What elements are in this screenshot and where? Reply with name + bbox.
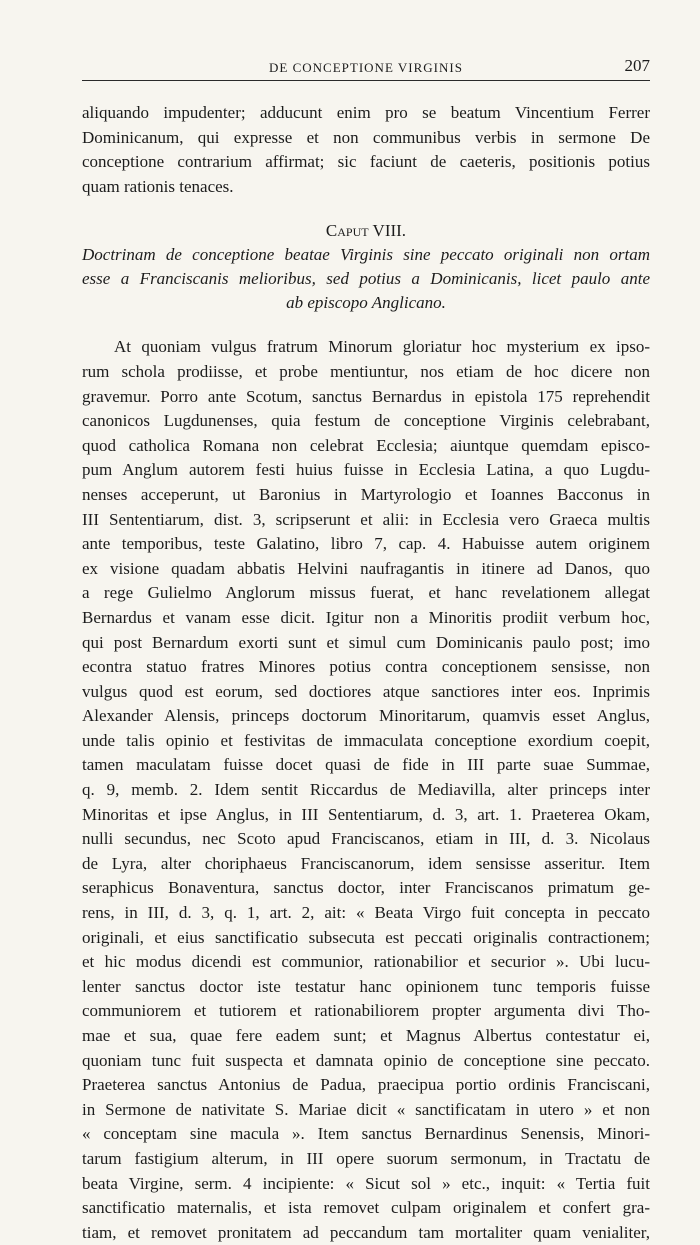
text-line: rum schola prodiisse, et probe mentiuntur, nos etiam de hoc dicere non bbox=[82, 361, 650, 381]
chapter-heading: Caput VIII. bbox=[325, 221, 407, 241]
text-line: ex visione quadam abbatis Helvini naufragantis in itinere ad Danos, quo bbox=[82, 558, 650, 578]
text-line: de Lyra, alter choriphaeus Franciscanorum, idem sensisse asseritur. Item bbox=[82, 853, 650, 873]
text-line: nenses acceperunt, ut Baronius in Martyrologio et Ioannes Bacconus in bbox=[82, 484, 650, 504]
text-line: At quoniam vulgus fratrum Minorum gloriatur hoc mysterium ex ipso- bbox=[114, 337, 650, 357]
text-line: lenter sanctus doctor iste testatur hanc opinionem tunc temporis fuisse bbox=[82, 976, 650, 996]
text-line: qui post Bernardum exorti sunt et simul cum Dominicanis paulo post; imo bbox=[82, 632, 650, 652]
text-line: rens, in III, d. 3, q. 1, art. 2, ait: « Beata Virgo fuit concepta in peccato bbox=[82, 903, 650, 923]
text-line: sanctificatio maternalis, et ista removet culpam originalem et confert gra- bbox=[82, 1198, 650, 1218]
text-line: III Sententiarum, dist. 3, scripserunt et alii: in Ecclesia vero Graeca multis bbox=[82, 509, 650, 529]
text-line: et hic modus dicendi est communior, rationabilior et securior ». Ubi lucu- bbox=[82, 952, 650, 972]
text-line: mae et sua, quae fere eadem sunt; et Magnus Albertus contestatur ei, bbox=[82, 1026, 650, 1045]
running-header bbox=[82, 56, 650, 81]
text-line: canonicos Lugdunenses, quia festum de conceptione Virginis celebrabant, bbox=[82, 411, 650, 431]
text-line: quam rationis tenaces. bbox=[82, 176, 234, 196]
text-line: pum Anglum autorem festi huius fuisse in Ecclesia Latina, a quo Lugdu- bbox=[82, 460, 650, 480]
text-line: tiam, et removet pronitatem ad peccandum tam mortaliter quam venialiter, bbox=[82, 1222, 650, 1242]
running-title: DE CONCEPTIONE VIRGINIS bbox=[269, 60, 463, 75]
text-line: « conceptam sine macula ». Item sanctus Bernardinus Senensis, Minori- bbox=[82, 1124, 650, 1144]
text-line: communiorem et tutiorem et rationabiliorem propter argumenta divi Tho- bbox=[82, 1001, 650, 1021]
text-line: q. 9, memb. 2. Idem sentit Riccardus de Mediavilla, alter princeps inter bbox=[82, 780, 650, 800]
summary-line: Doctrinam de conceptione beatae Virginis sine peccato originali non ortam bbox=[82, 245, 650, 265]
text-line: gravemur. Porro ante Scotum, sanctus Bernardus in epistola 175 reprehendit bbox=[82, 386, 650, 406]
text-line: in Sermone de nativitate S. Mariae dicit « sanctificatam in utero » et non bbox=[82, 1099, 650, 1119]
text-line: econtra statuo fratres Minores potius contra conceptionem sensisse, non bbox=[82, 657, 650, 677]
text-line: originali, et eius sanctificatio subsecuta est peccati originalis contractionem; bbox=[82, 927, 650, 947]
text-line: a rege Gulielmo Anglorum missus fuerat, et hanc revelationem allegat bbox=[82, 583, 650, 603]
text-line: Bernardus et vanam esse dicit. Igitur non a Minoritis prodiit verbum hoc, bbox=[82, 607, 650, 627]
text-line: nulli secundus, nec Scoto apud Franciscanos, etiam in III, d. 3. Nicolaus bbox=[82, 829, 650, 849]
opening-paragraph bbox=[82, 101, 650, 199]
text-line: Praeterea sanctus Antonius de Padua, praecipua portio ordinis Franciscani, bbox=[82, 1075, 650, 1095]
summary-line: esse a Franciscanis melioribus, sed potius a Dominicanis, licet paulo ante bbox=[82, 269, 650, 289]
text-line: vulgus quod est eorum, sed doctiores atque sanctiores inter eos. Inprimis bbox=[82, 681, 650, 701]
text-line: Dominicanum, qui expresse et non communibus verbis in sermone De bbox=[82, 127, 650, 147]
text-line: Minoritas et ipse Anglus, in III Sententiarum, d. 3, art. 1. Praeterea Okam, bbox=[82, 804, 650, 824]
text-line: seraphicus Bonaventura, sanctus doctor, inter Franciscanos primatum ge- bbox=[82, 878, 650, 898]
main-paragraph bbox=[82, 335, 650, 1245]
text-line: tarum fastigium alterum, in III opere suorum sermonum, in Tractatu de bbox=[82, 1148, 650, 1168]
book-page bbox=[82, 56, 650, 1245]
text-line: quod catholica Romana non celebrat Ecclesia; aiuntque quemdam episco- bbox=[82, 435, 650, 455]
text-line: tamen maculatam fuisse docet quasi de fide in III parte suae Summae, bbox=[82, 755, 650, 775]
text-line: aliquando impudenter; adducunt enim pro se beatum Vincentium Ferrer bbox=[82, 103, 650, 122]
text-line: ante temporibus, teste Galatino, libro 7, cap. 4. Habuisse autem originem bbox=[82, 534, 650, 554]
summary-line: ab episcopo Anglicano. bbox=[286, 293, 446, 313]
text-line: conceptione contrarium affirmat; sic faciunt de caeteris, positionis potius bbox=[82, 152, 650, 172]
text-line: beata Virgine, serm. 4 incipiente: « Sicut sol » etc., inquit: « Tertia fuit bbox=[82, 1173, 650, 1193]
page-number: 207 bbox=[624, 56, 650, 75]
text-line: unde talis opinio et festivitas de immaculata conceptione exordium coepit, bbox=[82, 730, 650, 750]
text-line: quoniam tunc fuit suspecta et damnata opinio de conceptione sine peccato. bbox=[82, 1050, 650, 1070]
chapter-summary bbox=[82, 243, 650, 315]
text-line: Alexander Alensis, princeps doctorum Minoritarum, quamvis esset Anglus, bbox=[82, 706, 650, 726]
